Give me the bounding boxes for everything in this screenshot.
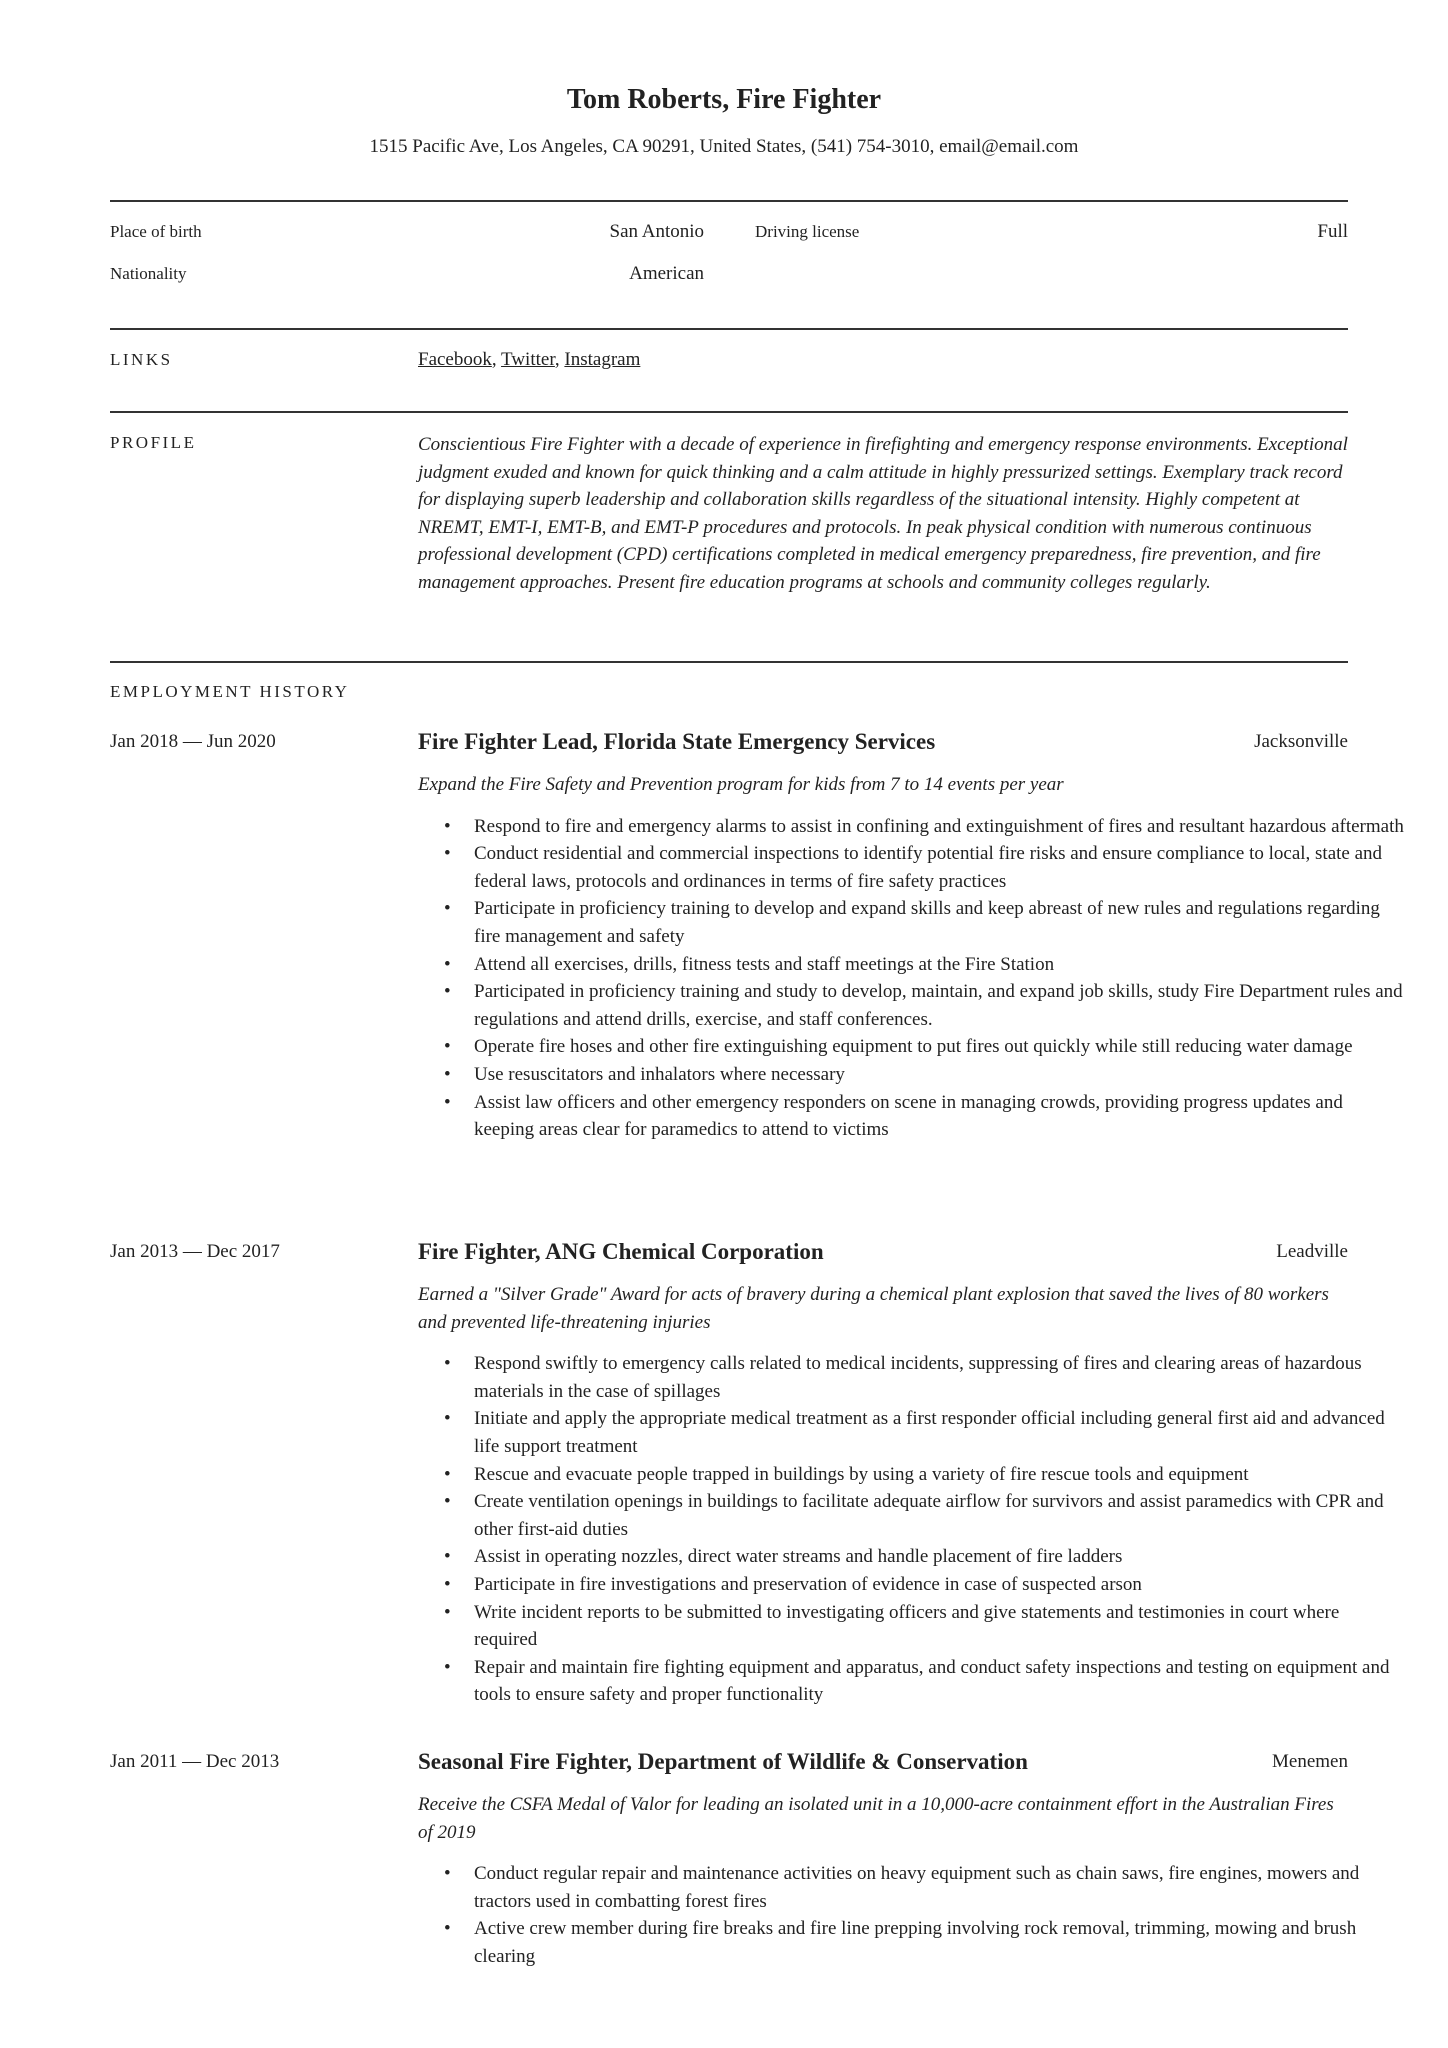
profile-text: Conscientious Fire Fighter with a decade of experience in firefighting and emergency response environments. Exceptional judgment exuded and known for quick thinking and a calm attitude in highly pressurized settings. Exemplary track record for displaying superb leadership and collaboration skills regardless of the situational intensity. Highly competent at NREMT, EMT-I, EMT-B, and EMT-P procedures and protocols. In peak physical condition with numerous continuous professional development (CPD) certifications completed in medical emergency preparedness, fire prevention, and fire management approaches. Present fire education programs at schools and community colleges regularly. [418, 434, 1348, 593]
link-instagram[interactable]: Instagram [564, 349, 641, 370]
job-city: Leadville [1276, 1241, 1348, 1262]
job-summary: Earned a "Silver Grade" Award for acts of bravery during a chemical plant explosion that saved the lives of 80 workers and prevented life-threatening injuries [418, 1284, 1329, 1333]
job-bullets [418, 813, 1404, 1144]
job-bullets [418, 1350, 1404, 1709]
bullet-item: • Respond swiftly to emergency calls related to medical incidents, suppressing of fires and clearing areas of hazardous materials in the case of spillages [474, 1350, 1404, 1405]
nationality-value: American [629, 263, 704, 284]
resume-name: Tom Roberts, Fire Fighter [566, 84, 882, 115]
bullet-item: • Participate in proficiency training to develop and expand skills and keep abreast of new rules and regulations regarding fire management and safety [474, 895, 1404, 950]
divider [110, 411, 1348, 413]
bullet-item: • Initiate and apply the appropriate medical treatment as a first responder official including general first aid and advanced life support treatment [474, 1405, 1404, 1460]
driving-license-value: Full [1317, 221, 1348, 242]
job-dates: Jan 2011 — Dec 2013 [110, 1751, 280, 1772]
place-of-birth-label: Place of birth [110, 222, 202, 241]
divider [110, 328, 1348, 330]
divider [110, 661, 1348, 663]
links-heading: LINKS [110, 350, 173, 369]
bullet-item: • Write incident reports to be submitted to investigating officers and give statements and testimonies in court where required [474, 1599, 1404, 1654]
job-title: Fire Fighter, ANG Chemical Corporation [418, 1239, 824, 1264]
nationality-label: Nationality [110, 264, 187, 283]
bullet-item: • Participate in fire investigations and preservation of evidence in case of suspected arson [474, 1571, 1404, 1599]
job-summary: Receive the CSFA Medal of Valor for leading an isolated unit in a 10,000-acre containment effort in the Australian Fires of 2019 [418, 1794, 1334, 1843]
job-city: Jacksonville [1254, 731, 1348, 752]
bullet-item: • Respond to fire and emergency alarms to assist in confining and extinguishment of fires and resultant hazardous aftermath [474, 813, 1404, 841]
job-summary: Expand the Fire Safety and Prevention program for kids from 7 to 14 events per year [418, 774, 1064, 795]
bullet-item: • Conduct regular repair and maintenance activities on heavy equipment such as chain saws, fire engines, mowers and tractors used in combatting forest fires [474, 1860, 1404, 1915]
bullet-item: • Rescue and evacuate people trapped in buildings by using a variety of fire rescue tools and equipment [474, 1461, 1404, 1489]
employment-heading: EMPLOYMENT HISTORY [110, 682, 350, 701]
job-title: Seasonal Fire Fighter, Department of Wildlife & Conservation [418, 1749, 1028, 1774]
bullet-item: • Conduct residential and commercial inspections to identify potential fire risks and ensure compliance to local, state and federal laws, protocols and ordinances in terms of fire safety practices [474, 840, 1404, 895]
divider [110, 200, 1348, 202]
bullet-item: • Participated in proficiency training and study to develop, maintain, and expand job skills, study Fire Department rules and regulations and attend drills, exercise, and staff conferences. [474, 978, 1404, 1033]
bullet-item: • Create ventilation openings in buildings to facilitate adequate airflow for survivors and assist paramedics with CPR and other first-aid duties [474, 1488, 1404, 1543]
job-dates: Jan 2018 — Jun 2020 [110, 731, 276, 752]
job-bullets [418, 1860, 1404, 1970]
bullet-item: • Assist law officers and other emergency responders on scene in managing crowds, providing progress updates and keeping areas clear for paramedics to attend to victims [474, 1089, 1404, 1144]
links-list: Facebook, Twitter, Instagram [418, 349, 641, 370]
bullet-item: • Use resuscitators and inhalators where necessary [474, 1061, 1404, 1089]
link-twitter[interactable]: Twitter [501, 349, 555, 370]
bullet-item: • Active crew member during fire breaks and fire line prepping involving rock removal, trimming, mowing and brush clearing [474, 1915, 1404, 1970]
bullet-item: • Assist in operating nozzles, direct water streams and handle placement of fire ladders [474, 1543, 1404, 1571]
contact-info: 1515 Pacific Ave, Los Angeles, CA 90291, United States, (541) 754-3010, email@email.com [369, 136, 1079, 157]
bullet-item: • Attend all exercises, drills, fitness tests and staff meetings at the Fire Station [474, 951, 1404, 979]
link-facebook[interactable]: Facebook [418, 349, 492, 370]
job-dates: Jan 2013 — Dec 2017 [110, 1241, 280, 1262]
profile-heading: PROFILE [110, 433, 197, 452]
bullet-item: • Repair and maintain fire fighting equipment and apparatus, and conduct safety inspections and testing on equipment and tools to ensure safety and proper functionality [474, 1654, 1404, 1709]
job-title: Fire Fighter Lead, Florida State Emergency Services [418, 729, 936, 754]
bullet-item: • Operate fire hoses and other fire extinguishing equipment to put fires out quickly while still reducing water damage [474, 1033, 1404, 1061]
job-city: Menemen [1272, 1751, 1348, 1772]
place-of-birth-value: San Antonio [609, 221, 704, 242]
driving-license-label: Driving license [755, 222, 860, 241]
